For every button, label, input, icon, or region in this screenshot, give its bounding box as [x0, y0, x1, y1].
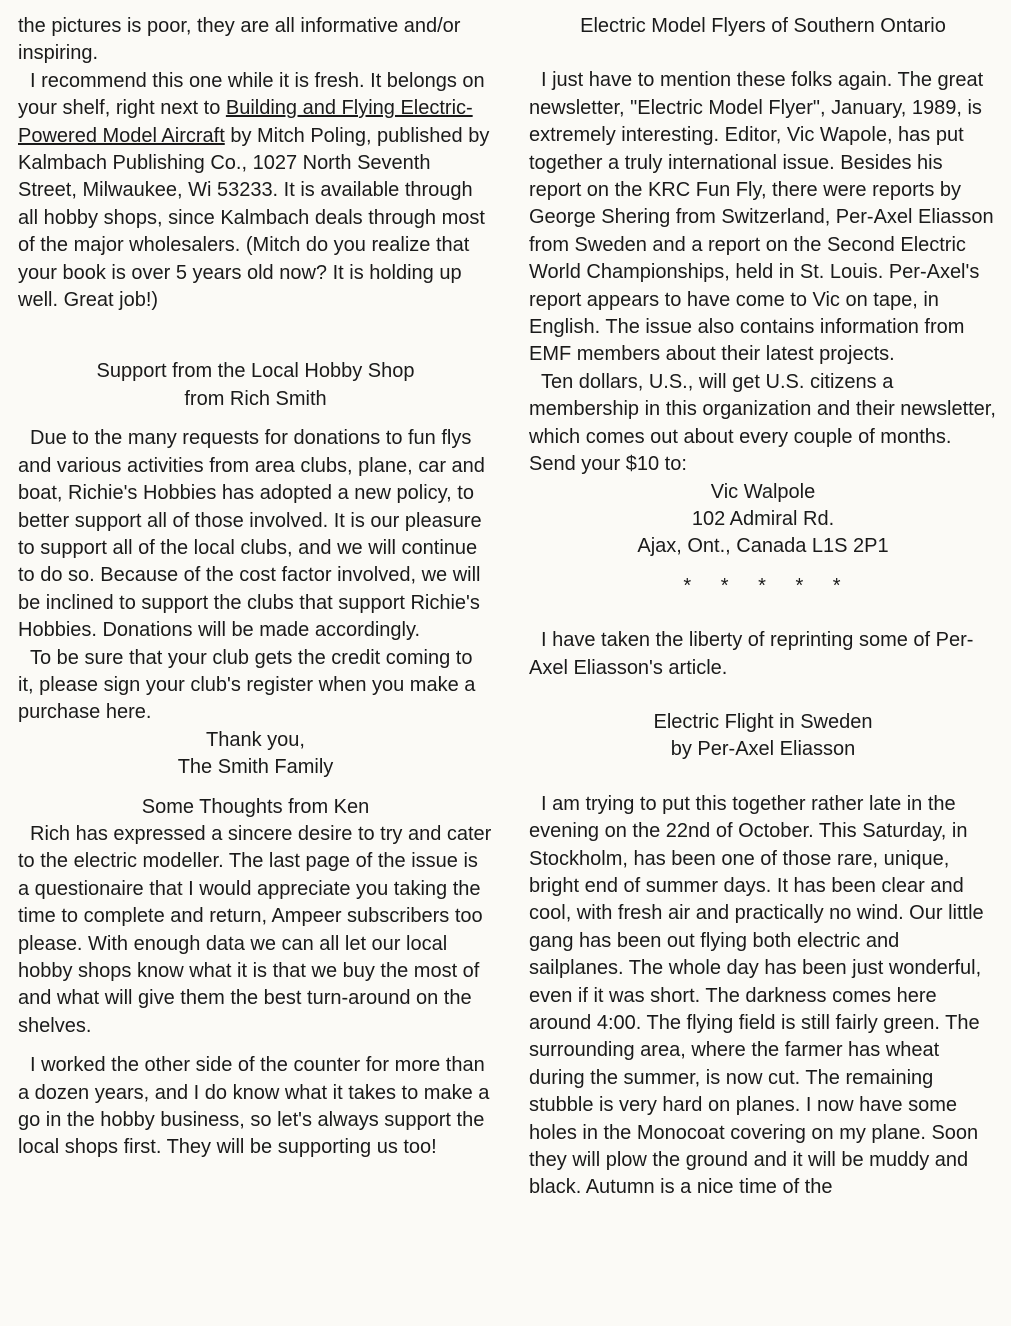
sweden-paragraph-1: I am trying to put this together rather late in the evening on the 22nd of October. This Saturday, in Stockholm, has been one of those rare, unique, bright end of summer days. It has been clear and cool, with fresh air and practically no wind. Our little gang has been out flying both electric and sailplanes. The whole day has been just wonderful, even if it was short. The darkness comes here around 4:00. The flying field is still fairly green. The surrounding area, where the farmer has wheat during the summer, is now cut. The remaining stubble is very hard on planes. I now have some holes in the Monocoat covering on my plane. Soon they will plow the ground and it will be muddy and black. Autumn is a nice time of the	[529, 792, 984, 1199]
right-column	[529, 13, 997, 1202]
emfso-paragraph-1: I just have to mention these folks again. The great newsletter, "Electric Model Flyer", January, 1989, is extremely interesting. Editor, Vic Wapole, has put together a truly international issue. Besides his report on the KRC Fun Fly, there were reports by George Shering from Switzerland, Per-Axel Eliasson from Sweden and a report on the Second Electric World Championships, held in St. Louis. Per-Axel's report appears to have come to Vic on tape, in English. The issue also contains information from EMF members about their latest projects.	[529, 69, 994, 366]
address-city: Ajax, Ont., Canada L1S 2P1	[637, 535, 889, 558]
hobby-shop-paragraph-2: To be sure that your club gets the credit coming to it, please sign your club's register when you make a purchase here.	[18, 646, 476, 724]
emfso-heading: Electric Model Flyers of Southern Ontario	[580, 15, 946, 37]
emfso-paragraph-2: Ten dollars, U.S., will get U.S. citizens a membership in this organization and their newsletter, which comes out about every couple of months. Send your $10 to:	[529, 370, 996, 476]
sweden-byline: by Per-Axel Eliasson	[670, 738, 856, 761]
ken-heading: Some Thoughts from Ken	[141, 795, 370, 818]
intro-paragraph-2-text-b: by Mitch Poling, published by Kalmbach Publishing Co., 1027 North Seventh Street, Milwaukee, Wi 53233. It is available through all hobby shops, since Kalmbach deals through most of the major wholesalers. (Mitch do you realize that your book is over 5 years old now? It is holding up well. Great job!)	[18, 124, 490, 312]
address-name: Vic Walpole	[710, 480, 816, 503]
left-column	[18, 13, 493, 1162]
hobby-shop-paragraph-1: Due to the many requests for donations to fun flys and various activities from area clubs, plane, car and boat, Richie's Hobbies has adopted a new policy, to better support all of those involved. It is our pleasure to support all of the local clubs, and we will continue to do so. Because of the cost factor involved, we will be inclined to support the clubs that support Richie's Hobbies. Donations will be made accordingly.	[18, 427, 485, 642]
address-street: 102 Admiral Rd.	[691, 507, 835, 530]
hobby-shop-heading: Support from the Local Hobby Shop	[96, 360, 415, 383]
ken-paragraph-1: Rich has expressed a sincere desire to try and cater to the electric modeller. The last page of the issue is a questionaire that I would appreciate you taking the time to complete and return, Ampeer subscribers too please. With enough data we can all let our local hobby shops know what it is that we buy the most of and what will give them the best turn-around on the shelves.	[18, 822, 492, 1037]
intro-paragraph-2-text-a: I recommend this one while it is fresh. It belongs on your shelf, right next to	[18, 69, 485, 120]
sweden-heading: Electric Flight in Sweden	[653, 710, 873, 733]
ken-paragraph-2: I worked the other side of the counter for more than a dozen years, and I do know what it takes to make a go in the hobby business, so let's always support the local shops first. They will be supporting us too!	[18, 1054, 490, 1159]
book-title: Building and Flying Electric-Powered Model Aircraft	[18, 97, 473, 147]
hobby-shop-byline: from Rich Smith	[184, 387, 327, 410]
hobby-shop-signoff: The Smith Family	[177, 756, 334, 779]
hobby-shop-thanks: Thank you,	[206, 728, 305, 751]
intro-paragraph-2	[18, 68, 493, 315]
intro-paragraph-1: the pictures is poor, they are all informative and/or inspiring.	[18, 15, 461, 65]
section-separator: * * * * *	[683, 574, 843, 597]
reprint-paragraph: I have taken the liberty of reprinting some of Per-Axel Eliasson's article.	[529, 629, 974, 679]
